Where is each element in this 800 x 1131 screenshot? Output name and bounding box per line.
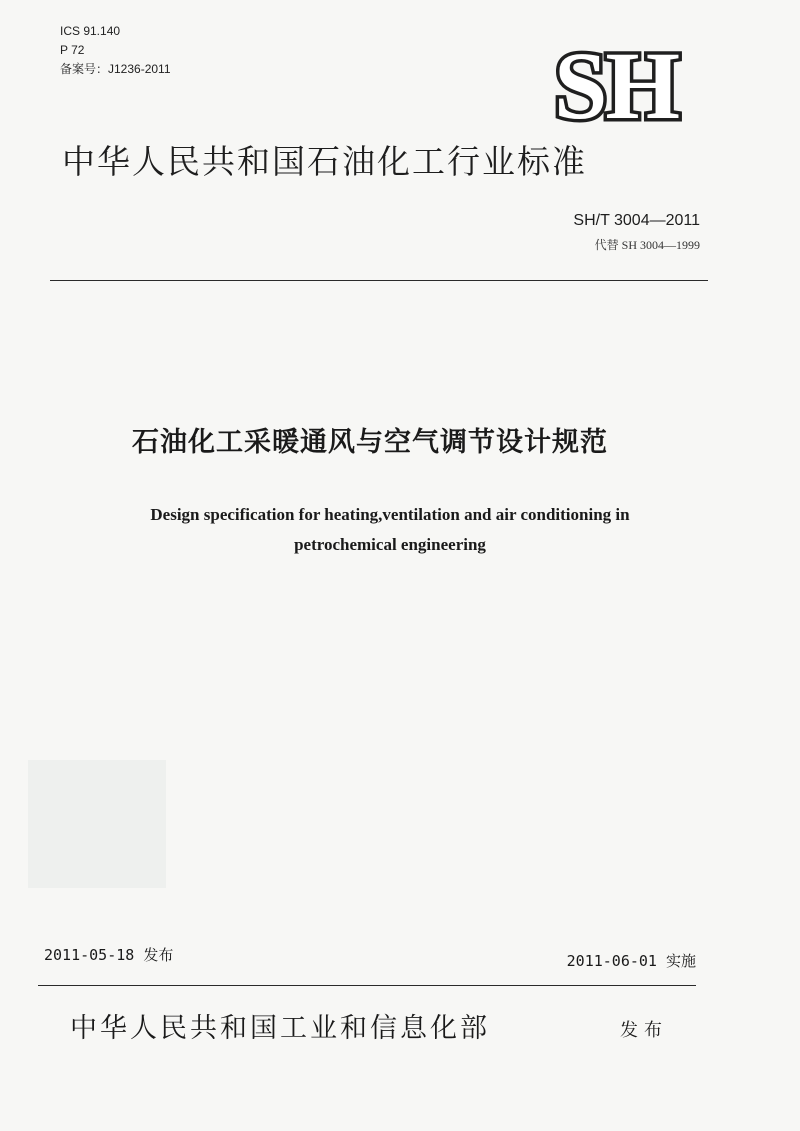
- filing-number: 备案号：J1236-2011: [60, 62, 171, 76]
- scan-artifact: [28, 760, 166, 888]
- footer-divider: [38, 985, 696, 986]
- industry-standard-title: 中华人民共和国石油化工行业标准: [62, 142, 587, 181]
- sh-logo-text: SH: [553, 40, 679, 128]
- issue-date: 2011-05-18 发布: [44, 946, 174, 964]
- category-code: P 72: [60, 43, 85, 57]
- implementation-date: 2011-06-01 实施: [566, 952, 696, 970]
- issue-label: 发布: [620, 1020, 668, 1041]
- replaced-standard: 代替 SH 3004—1999: [594, 238, 700, 252]
- standard-number: SH/T 3004—2011: [573, 212, 700, 229]
- document-title-chinese: 石油化工采暖通风与空气调节设计规范: [132, 427, 608, 458]
- english-title-line-2: petrochemical engineering: [294, 535, 486, 554]
- sh-logo: [526, 40, 706, 128]
- ics-code: ICS 91.140: [60, 24, 121, 38]
- issuing-authority: 中华人民共和国工业和信息化部: [70, 1013, 490, 1044]
- document-title-english: [40, 500, 740, 560]
- classification-block: [60, 22, 171, 79]
- english-title-line-1: Design specification for heating,ventilation and air conditioning in: [150, 505, 630, 524]
- header-divider: [50, 280, 708, 281]
